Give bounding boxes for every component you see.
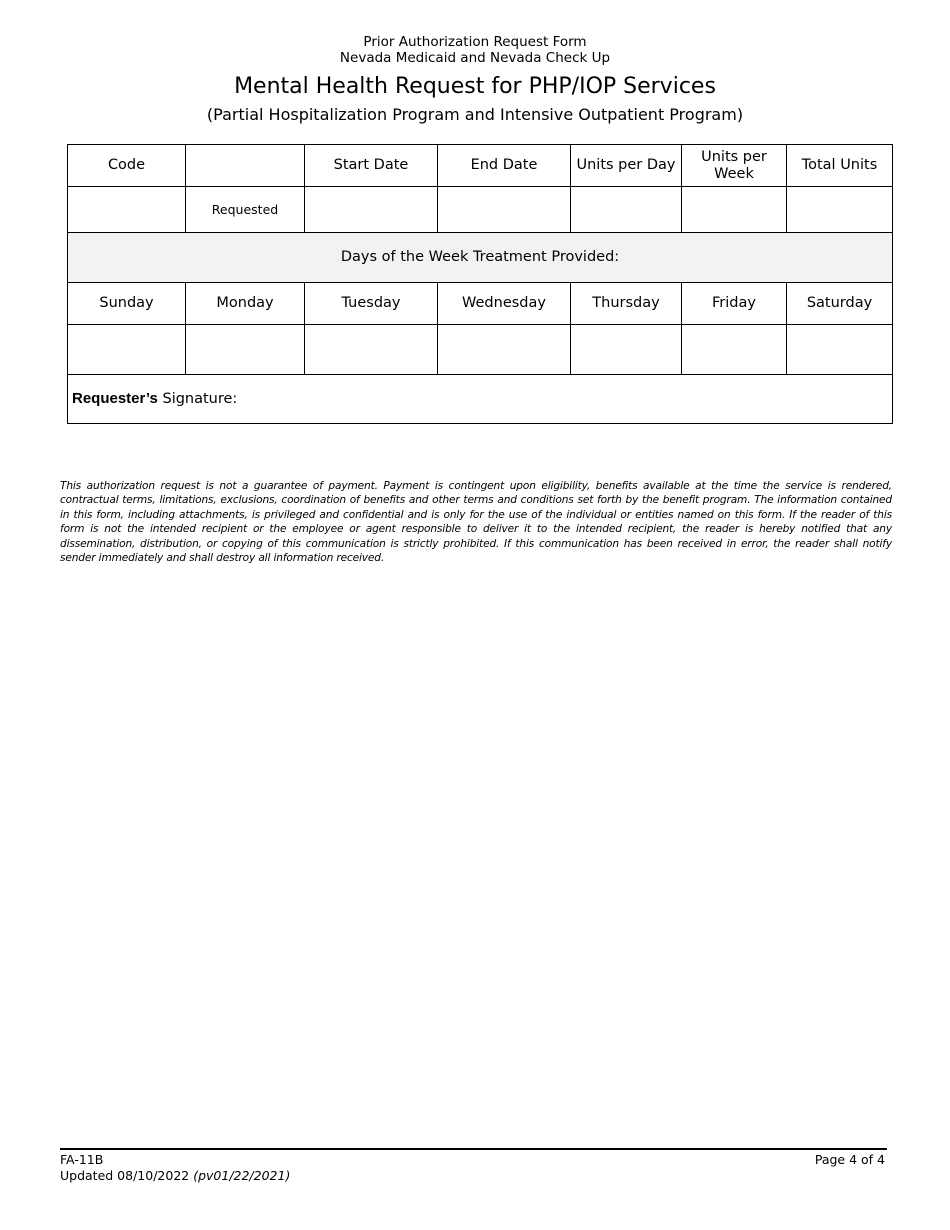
program-line: Nevada Medicaid and Nevada Check Up xyxy=(339,50,611,66)
col-header-units-per-day: Units per Day xyxy=(571,145,682,187)
requested-label: Requested xyxy=(186,187,305,233)
signature-label-bold: Requester’s xyxy=(72,390,158,407)
sunday-field[interactable] xyxy=(68,325,186,375)
col-header-code: Code xyxy=(68,145,186,187)
updated-text: Updated 08/10/2022 xyxy=(60,1168,194,1183)
request-table xyxy=(67,144,893,424)
form-id: FA-11B xyxy=(60,1152,104,1167)
requested-row xyxy=(68,187,893,233)
day-tuesday: Tuesday xyxy=(305,283,438,325)
wednesday-field[interactable] xyxy=(438,325,571,375)
page-subtitle: (Partial Hospitalization Program and Intensive Outpatient Program) xyxy=(206,105,744,124)
signature-row xyxy=(68,375,893,424)
footer-divider xyxy=(60,1148,887,1150)
day-wednesday: Wednesday xyxy=(438,283,571,325)
col-header-total-units: Total Units xyxy=(787,145,893,187)
day-sunday: Sunday xyxy=(68,283,186,325)
start-date-field[interactable] xyxy=(305,187,438,233)
disclaimer-text: This authorization request is not a guarantee of payment. Payment is contingent upon eligibility, benefits available at the time the service is rendered, contractual terms, limitations, exclusions, coordination of benefits and other terms and conditions set forth by the benefit program. The information contained in this form, including attachments, is privileged and confidential and is only for the use of the individual or entities named on this form. If the reader of this form is not the intended recipient or the employee or agent responsible to deliver it to the intended recipient, the reader is hereby notified that any dissemination, distribution, or copying of this communication is strictly prohibited. If this communication has been received in error, the reader shall notify sender immediately and shall destroy all information received. xyxy=(60,480,892,565)
col-header-blank xyxy=(186,145,305,187)
day-thursday: Thursday xyxy=(571,283,682,325)
signature-label: Signature: xyxy=(157,391,238,407)
page-header xyxy=(0,34,950,126)
updated-date xyxy=(60,1168,290,1184)
units-per-week-field[interactable] xyxy=(682,187,787,233)
col-header-start-date: Start Date xyxy=(305,145,438,187)
friday-field[interactable] xyxy=(682,325,787,375)
days-heading-row xyxy=(68,233,893,283)
units-per-day-field[interactable] xyxy=(571,187,682,233)
header-row xyxy=(68,145,893,187)
day-friday: Friday xyxy=(682,283,787,325)
day-saturday: Saturday xyxy=(787,283,893,325)
days-input-row xyxy=(68,325,893,375)
end-date-field[interactable] xyxy=(438,187,571,233)
saturday-field[interactable] xyxy=(787,325,893,375)
page-number: Page 4 of 4 xyxy=(814,1152,885,1167)
form-type-line: Prior Authorization Request Form xyxy=(363,34,587,50)
col-header-end-date: End Date xyxy=(438,145,571,187)
col-header-units-per-week: Units per Week xyxy=(682,145,787,187)
days-row xyxy=(68,283,893,325)
day-monday: Monday xyxy=(186,283,305,325)
thursday-field[interactable] xyxy=(571,325,682,375)
code-field[interactable] xyxy=(68,187,186,233)
footer-left xyxy=(60,1152,290,1184)
page-title: Mental Health Request for PHP/IOP Services xyxy=(234,74,716,99)
total-units-field[interactable] xyxy=(787,187,893,233)
monday-field[interactable] xyxy=(186,325,305,375)
tuesday-field[interactable] xyxy=(305,325,438,375)
signature-field[interactable] xyxy=(68,375,893,424)
days-heading: Days of the Week Treatment Provided: xyxy=(68,233,893,283)
previous-version: (pv01/22/2021) xyxy=(193,1168,291,1183)
